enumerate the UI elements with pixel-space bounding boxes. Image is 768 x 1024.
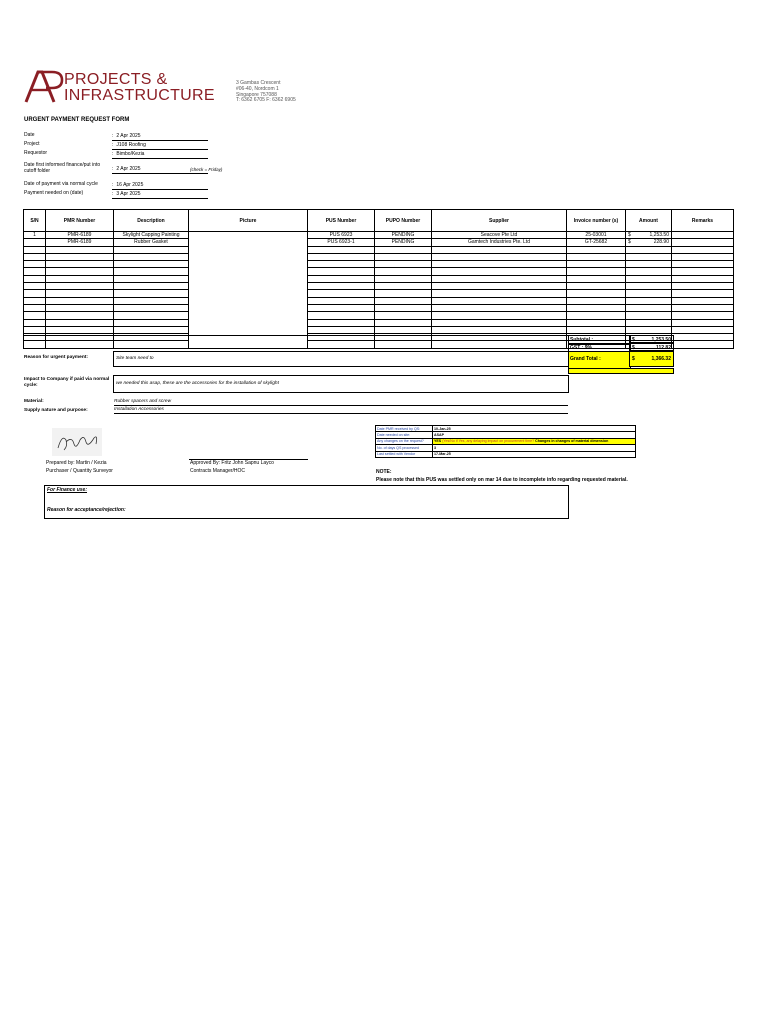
empty-cell	[114, 261, 189, 268]
qs-value-text: YES	[434, 439, 442, 444]
table-row-empty	[24, 246, 734, 253]
info-value: : 3 Apr 2025	[112, 191, 208, 199]
table-row	[24, 232, 734, 239]
empty-cell	[432, 246, 567, 253]
empty-cell	[626, 312, 672, 319]
empty-cell	[375, 290, 432, 297]
cell-pupo: PENDING	[375, 239, 432, 246]
empty-cell	[114, 268, 189, 275]
prepared-by: Prepared by: Martin / Kezia	[46, 460, 107, 466]
empty-cell	[24, 297, 46, 304]
qs-key: Any changes on the request?	[376, 438, 433, 444]
empty-cell	[672, 283, 734, 290]
address-line: T: 6362 6705 F: 6362 6905	[236, 97, 296, 104]
empty-cell	[567, 253, 626, 260]
empty-cell	[567, 326, 626, 333]
info-label: Date first informed finance/put into cutoff folder	[24, 162, 101, 174]
empty-cell	[626, 253, 672, 260]
finance-reason: Reason for acceptance/rejection:	[47, 507, 126, 513]
empty-cell	[114, 319, 189, 326]
empty-cell	[114, 246, 189, 253]
grand-total-highlight	[568, 368, 674, 374]
cell-pmr: PMR-6189	[46, 239, 114, 246]
empty-cell	[308, 326, 375, 333]
cell-pmr: PMR-6189	[46, 232, 114, 239]
qs-note: (Yes/No if Yes, any delaying impact on procurement time?	[442, 439, 535, 444]
empty-cell	[375, 304, 432, 311]
grand-total-amount: 1,366.32	[651, 356, 671, 362]
table-row-empty	[24, 268, 734, 275]
empty-cell	[46, 326, 114, 333]
empty-cell	[24, 261, 46, 268]
empty-cell	[308, 319, 375, 326]
empty-cell	[114, 283, 189, 290]
empty-cell	[375, 297, 432, 304]
table-row-empty	[24, 319, 734, 326]
info-value-text: 3 Apr 2025	[116, 191, 141, 197]
qs-value: 3	[433, 445, 636, 451]
currency-symbol: $	[632, 345, 635, 351]
empty-cell	[672, 312, 734, 319]
table-row-empty	[24, 290, 734, 297]
finance-title: For Finance use:	[47, 487, 88, 493]
empty-cell	[432, 319, 567, 326]
empty-cell	[567, 297, 626, 304]
cell-pus: PUS 6923	[308, 232, 375, 239]
empty-cell	[672, 275, 734, 282]
subtotal-amount: 1,253.50	[651, 337, 671, 343]
info-value: : Bimbo/Kezia	[112, 151, 208, 159]
empty-cell	[114, 312, 189, 319]
currency-symbol: $	[632, 356, 635, 362]
table-row-empty	[24, 312, 734, 319]
empty-cell	[308, 304, 375, 311]
gst-amount: 112.82	[655, 345, 671, 351]
items-table	[23, 209, 734, 349]
empty-cell	[567, 275, 626, 282]
empty-cell	[672, 261, 734, 268]
info-value: : 2 Apr 2025	[112, 133, 208, 141]
empty-cell	[308, 290, 375, 297]
cell-invoice: 25-03001	[567, 232, 626, 239]
empty-cell	[672, 341, 734, 348]
supply-label: Supply nature and purpose:	[24, 408, 88, 413]
empty-cell	[375, 246, 432, 253]
header-pmr: PMR Number	[46, 210, 114, 232]
empty-cell	[46, 304, 114, 311]
address-line: #06-40, Nordcom 1	[236, 85, 279, 92]
info-value-text: 16 Apr 2025	[116, 182, 144, 188]
info-label: Project	[24, 141, 40, 147]
gst-label: GST : 9%	[568, 343, 631, 353]
empty-cell	[308, 312, 375, 319]
approved-by: Approved By: Fritz John Sapnu Layco	[190, 460, 274, 466]
empty-cell	[626, 275, 672, 282]
empty-cell	[567, 290, 626, 297]
empty-cell	[672, 319, 734, 326]
empty-cell	[24, 246, 46, 253]
empty-cell	[567, 268, 626, 275]
empty-cell	[308, 283, 375, 290]
impact-label: Impact to Company if paid via normal cycle:	[24, 377, 110, 388]
info-label: Date of payment via normal cycle	[24, 181, 98, 187]
table-bottom-left	[23, 335, 24, 343]
currency-symbol: $	[628, 239, 631, 246]
empty-cell	[46, 283, 114, 290]
amount-value: 1,253.50	[649, 232, 669, 239]
empty-cell	[567, 283, 626, 290]
info-value: : J108 Roofing	[112, 142, 208, 150]
cell-amount	[626, 232, 672, 239]
empty-cell	[626, 319, 672, 326]
empty-cell	[24, 304, 46, 311]
subtotal-label: Subtotal :	[568, 335, 631, 345]
empty-cell	[24, 253, 46, 260]
empty-cell	[114, 326, 189, 333]
empty-cell	[46, 290, 114, 297]
empty-cell	[308, 246, 375, 253]
cell-pupo: PENDING	[375, 232, 432, 239]
empty-cell	[432, 312, 567, 319]
empty-cell	[672, 268, 734, 275]
empty-cell	[308, 261, 375, 268]
empty-cell	[308, 268, 375, 275]
header-description: Description	[114, 210, 189, 232]
empty-cell	[24, 319, 46, 326]
info-value: : 2 Apr 2025	[112, 166, 208, 174]
empty-cell	[308, 253, 375, 260]
note-label: NOTE:	[376, 469, 392, 475]
table-bottom-line	[23, 335, 568, 336]
impact-value: we needed this asap, these are the accessories for the installation of skylight	[113, 375, 569, 393]
info-value-text: 2 Apr 2025	[116, 166, 141, 172]
table-row	[24, 239, 734, 246]
empty-cell	[375, 312, 432, 319]
table-row-empty	[24, 253, 734, 260]
address-line: 3 Gambas Crescent	[236, 80, 281, 86]
empty-cell	[626, 326, 672, 333]
empty-cell	[308, 341, 375, 348]
table-row-empty	[24, 275, 734, 282]
cell-pus: PUS 6923-1	[308, 239, 375, 246]
address-line: Singapore 757088	[236, 91, 277, 98]
empty-cell	[46, 268, 114, 275]
empty-cell	[46, 246, 114, 253]
material-label: Material:	[24, 399, 44, 404]
cell-description: Skylight Capping Painting	[114, 232, 189, 239]
cell-picture	[189, 232, 308, 349]
qs-key: Date needed on site:	[376, 432, 433, 438]
empty-cell	[567, 304, 626, 311]
empty-cell	[567, 246, 626, 253]
empty-cell	[432, 261, 567, 268]
empty-cell	[672, 304, 734, 311]
header-supplier: Supplier	[432, 210, 567, 232]
empty-cell	[626, 261, 672, 268]
empty-cell	[24, 283, 46, 290]
empty-cell	[626, 246, 672, 253]
empty-cell	[114, 341, 189, 348]
empty-cell	[626, 290, 672, 297]
header-remarks: Remarks	[672, 210, 734, 232]
empty-cell	[46, 253, 114, 260]
empty-cell	[432, 304, 567, 311]
empty-cell	[672, 246, 734, 253]
empty-cell	[24, 275, 46, 282]
table-header-row	[24, 210, 734, 232]
empty-cell	[432, 297, 567, 304]
empty-cell	[567, 312, 626, 319]
empty-cell	[114, 297, 189, 304]
form-title: URGENT PAYMENT REQUEST FORM	[24, 117, 130, 123]
currency-symbol: $	[628, 232, 631, 239]
empty-cell	[114, 275, 189, 282]
empty-cell	[567, 319, 626, 326]
empty-cell	[24, 268, 46, 275]
supply-value: Installation Accessories	[114, 406, 568, 414]
table-row-empty	[24, 261, 734, 268]
info-label: Date	[24, 132, 35, 138]
company-name	[64, 72, 215, 104]
finance-box	[44, 485, 569, 519]
empty-cell	[626, 297, 672, 304]
header-amount: Amount	[626, 210, 672, 232]
empty-cell	[46, 261, 114, 268]
table-row-empty	[24, 326, 734, 333]
empty-cell	[24, 290, 46, 297]
qs-row	[376, 451, 636, 457]
header-invoice: Invoice number (s)	[567, 210, 626, 232]
empty-cell	[24, 312, 46, 319]
table-row-empty	[24, 297, 734, 304]
empty-cell	[672, 253, 734, 260]
empty-cell	[375, 341, 432, 348]
header-picture: Picture	[189, 210, 308, 232]
empty-cell	[432, 275, 567, 282]
empty-cell	[24, 326, 46, 333]
qs-extra: Changes in changes of material dimension	[535, 439, 609, 444]
empty-cell	[626, 283, 672, 290]
table-row-empty	[24, 283, 734, 290]
info-value-text: Bimbo/Kezia	[116, 151, 145, 157]
empty-cell	[375, 275, 432, 282]
empty-cell	[672, 297, 734, 304]
gst-value	[629, 343, 674, 351]
qs-value: 17-Mar-25	[433, 451, 636, 457]
empty-cell	[672, 290, 734, 297]
qs-key: Date PMR received by QS:	[376, 426, 433, 432]
empty-cell	[432, 283, 567, 290]
info-value: : 16 Apr 2025	[112, 182, 208, 190]
cell-description: Rubber Gasket	[114, 239, 189, 246]
qs-value: 10-Jan-25	[433, 426, 636, 432]
grand-total-value	[629, 351, 674, 367]
company-name-line2: INFRASTRUCTURE	[64, 87, 215, 104]
cell-remarks	[672, 232, 734, 239]
empty-cell	[375, 319, 432, 326]
company-logo-icon	[24, 68, 64, 104]
company-name-line1: PROJECTS &	[64, 71, 168, 88]
qs-table	[375, 425, 636, 458]
signature-icon	[52, 428, 102, 456]
note-text: Please note that this PUS was settled only on mar 14 due to incomplete info regarding requested material.	[376, 477, 628, 483]
amount-value: 228.90	[653, 239, 669, 246]
header-pupo: PUPO Number	[375, 210, 432, 232]
empty-cell	[46, 297, 114, 304]
empty-cell	[375, 326, 432, 333]
empty-cell	[626, 304, 672, 311]
empty-cell	[375, 268, 432, 275]
empty-cell	[672, 334, 734, 341]
empty-cell	[114, 253, 189, 260]
empty-cell	[432, 326, 567, 333]
reason-label: Reason for urgent payment:	[24, 355, 88, 360]
cell-remarks	[672, 239, 734, 246]
empty-cell	[46, 341, 114, 348]
empty-cell	[626, 268, 672, 275]
empty-cell	[567, 261, 626, 268]
subtotal-value	[629, 335, 674, 343]
empty-cell	[375, 261, 432, 268]
qs-key: Last settled with Vendor	[376, 451, 433, 457]
material-value: Rubber spacers and screw	[114, 398, 568, 406]
empty-cell	[432, 253, 567, 260]
empty-cell	[114, 290, 189, 297]
table-row-empty	[24, 304, 734, 311]
prepared-role: Purchaser / Quantity Surveyor	[46, 468, 113, 474]
empty-cell	[375, 283, 432, 290]
info-value-text: J108 Roofing	[116, 142, 146, 148]
empty-cell	[375, 253, 432, 260]
empty-cell	[46, 275, 114, 282]
empty-cell	[46, 319, 114, 326]
info-value-text: 2 Apr 2025	[116, 133, 141, 139]
header-pus: PUS Number	[308, 210, 375, 232]
info-label: Payment needed on (date)	[24, 190, 84, 196]
reason-value: Site team need to	[113, 351, 569, 367]
empty-cell	[672, 326, 734, 333]
check-note: (check = Friday)	[190, 167, 223, 172]
empty-cell	[308, 275, 375, 282]
empty-cell	[308, 297, 375, 304]
empty-cell	[46, 312, 114, 319]
qs-key: No. of days QS processed	[376, 445, 433, 451]
cell-sn	[24, 239, 46, 246]
info-label: Requestor	[24, 150, 48, 156]
empty-cell	[432, 290, 567, 297]
cell-amount	[626, 239, 672, 246]
currency-symbol: $	[632, 337, 635, 343]
cell-supplier: Seacove Pte Ltd	[432, 232, 567, 239]
header-sn: S/N	[24, 210, 46, 232]
empty-cell	[114, 304, 189, 311]
qs-value: ASAP	[433, 432, 636, 438]
empty-cell	[432, 341, 567, 348]
empty-cell	[24, 341, 46, 348]
cell-invoice: GT-25682	[567, 239, 626, 246]
empty-cell	[432, 268, 567, 275]
company-address	[236, 81, 296, 104]
cell-supplier: Gamtech Industries Pte. Ltd	[432, 239, 567, 246]
cell-sn: 1	[24, 232, 46, 239]
approved-role: Contracts Manager/HOC	[190, 468, 246, 474]
grand-total-label: Grand Total :	[568, 351, 631, 369]
